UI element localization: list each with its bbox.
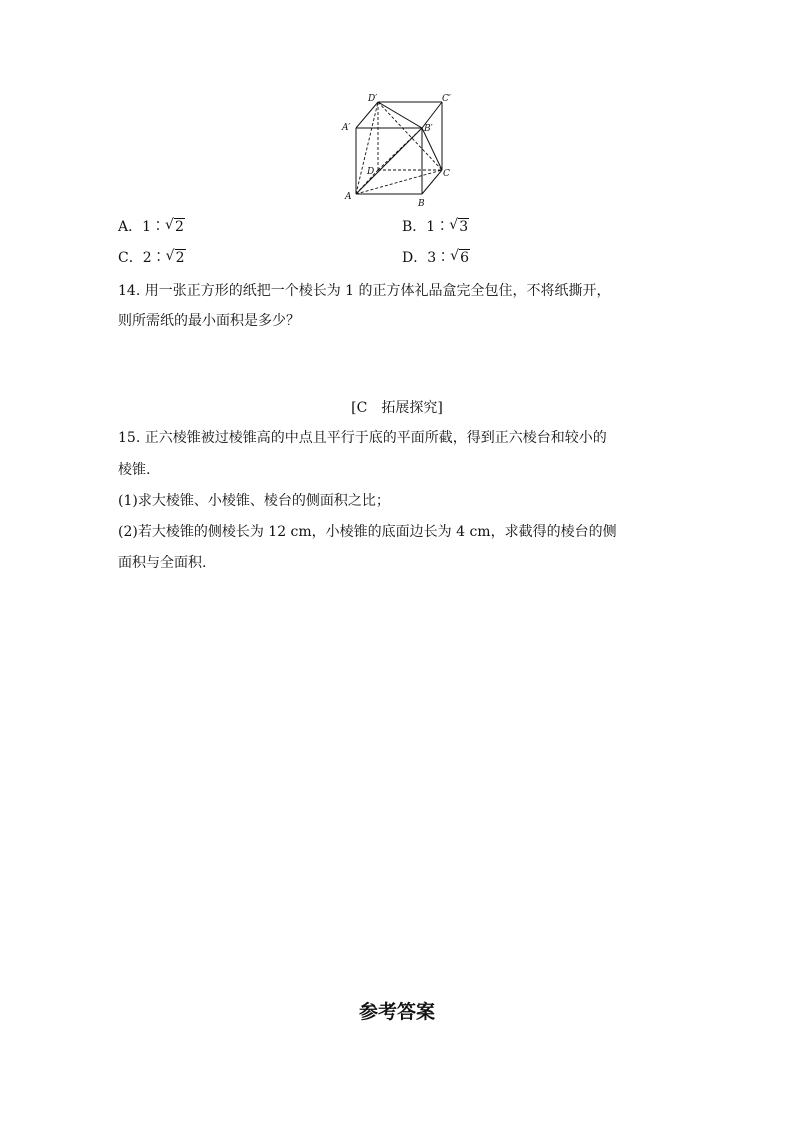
label-b-prime: B′ bbox=[424, 124, 433, 134]
q15-part-1: (1)求大棱锥、小棱锥、棱台的侧面积之比； bbox=[118, 493, 390, 509]
option-lhs: 2∶ bbox=[142, 250, 166, 266]
radicand: 2 bbox=[175, 250, 185, 266]
sqrt-icon: √ bbox=[449, 217, 459, 233]
label-b: B bbox=[418, 199, 425, 209]
section-c-header: [C 拓展探究] bbox=[351, 400, 443, 416]
q15-line-1: 15. 正六棱锥被过棱锥高的中点且平行于底的平面所截，得到正六棱台和较小的 bbox=[118, 430, 607, 446]
option-lhs: 3∶ bbox=[427, 250, 451, 266]
label-a-prime: A′ bbox=[342, 123, 351, 133]
label-a: A bbox=[345, 192, 352, 202]
q15-part-2-line-1: (2)若大棱锥的侧棱长为 12 cm，小棱锥的底面边长为 4 cm，求截得的棱台的侧 bbox=[118, 524, 617, 540]
q14-line-1: 14. 用一张正方形的纸把一个棱长为 1 的正方体礼品盒完全包住，不将纸撕开， bbox=[118, 283, 611, 299]
radicand: 6 bbox=[460, 250, 470, 266]
sqrt-expression bbox=[166, 250, 186, 266]
sqrt-icon: √ bbox=[165, 248, 175, 264]
sqrt-expression bbox=[449, 219, 469, 235]
q15-line-2: 棱锥. bbox=[118, 462, 151, 478]
option-c bbox=[118, 247, 186, 267]
sqrt-expression bbox=[450, 250, 470, 266]
option-letter: D． bbox=[402, 250, 428, 266]
label-d-prime: D′ bbox=[368, 94, 378, 104]
radicand: 2 bbox=[175, 219, 184, 235]
sqrt-icon: √ bbox=[165, 217, 174, 233]
option-lhs: 1∶ bbox=[142, 219, 166, 235]
sqrt-icon: √ bbox=[450, 248, 460, 264]
cube-diagram bbox=[338, 92, 458, 210]
option-letter: A． bbox=[118, 219, 143, 235]
label-c: C bbox=[443, 169, 450, 179]
answer-title: 参考答案 bbox=[358, 1001, 435, 1023]
option-letter: C． bbox=[118, 250, 143, 266]
label-c-prime: C′ bbox=[442, 94, 451, 104]
q15-part-2-line-2: 面积与全面积. bbox=[118, 555, 207, 571]
q14-line-2: 则所需纸的最小面积是多少？ bbox=[118, 313, 300, 329]
option-letter: B． bbox=[402, 219, 427, 235]
cube-figure bbox=[338, 92, 458, 210]
option-b bbox=[402, 216, 469, 236]
label-d: D bbox=[367, 167, 375, 177]
radicand: 3 bbox=[459, 219, 469, 235]
option-a bbox=[118, 216, 185, 236]
sqrt-expression bbox=[165, 219, 185, 235]
option-lhs: 1∶ bbox=[426, 219, 450, 235]
option-d bbox=[402, 247, 470, 267]
